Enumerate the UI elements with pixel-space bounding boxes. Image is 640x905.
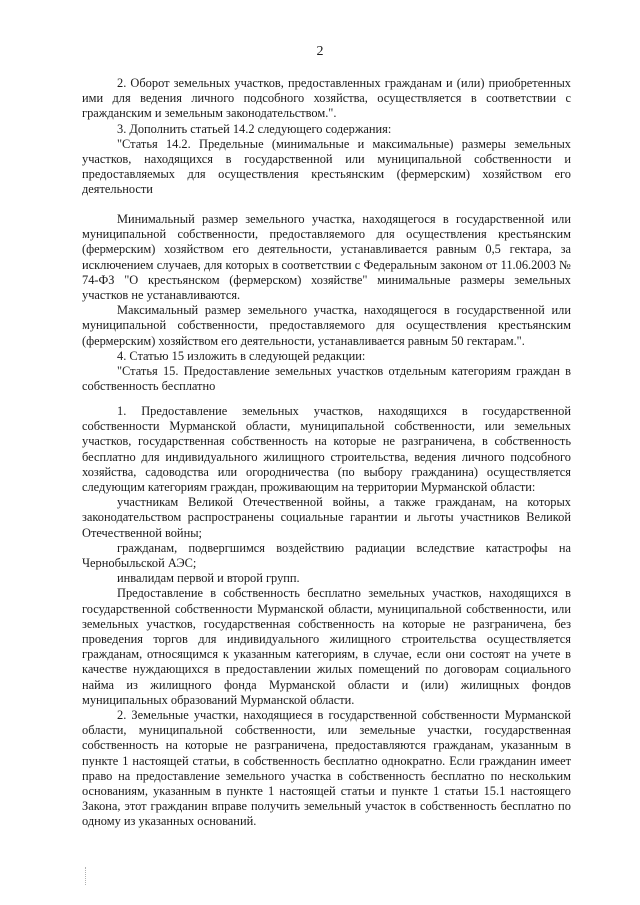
paragraph: 2. Оборот земельных участков, предоставленных гражданам и (или) приобретенных ими для ведения личного подсобного хозяйства, осуществляется в соответствии с гражданским и земельным законодательством.". [82,76,571,121]
paragraph: Минимальный размер земельного участка, находящегося в государственной или муниципальной собственности, предоставляемого для осуществления крестьянским (фермерским) хозяйством его деятельности, устанавливается равным 0,5 гектара, за исключением случаев, для которых в соответствии с Федеральным законом от 11.06.2003 № 74-ФЗ "О крестьянском (фермерском) хозяйстве" минимальные размеры земельных участков не устанавливаются. [82,212,571,303]
paragraph: гражданам, подвергшимся воздействию радиации вследствие катастрофы на Чернобыльской АЭС; [82,540,571,571]
paragraph: Предоставление в собственность бесплатно земельных участков, находящихся в государственной собственности Мурманской области, муниципальной собственности, или земельных участков, государственная собственность на которые не разграничена, без проведения торгов для индивидуального жилищного строительства осуществляется гражданам, относящимся к указанным категориям, в случае, если они состоят на учете в качестве нуждающихся в предоставлении жилых помещений по договорам социального найма из жилищного фонда Мурманской области и (или) жилищных фондов муниципальных образований Мурманской области. [82,586,571,707]
paragraph: Максимальный размер земельного участка, находящегося в государственной или муниципальной собственности, предоставляемого для осуществления крестьянским (фермерским) хозяйством его деятельности, устанавливается равным 50 гектарам.". [82,303,571,348]
text-block-2 [82,212,571,394]
text-block-3 [82,404,571,830]
text-block-1 [82,76,571,198]
paragraph: 2. Земельные участки, находящиеся в государственной собственности Мурманской области, муниципальной собственности, или земельные участки, государственная собственность на которые не разграничена, предоставляются гражданам, указанным в пункте 1 настоящей статьи, в собственность бесплатно однократно. Если гражданин имеет право на предоставление земельного участка в собственность бесплатно по нескольким основаниям, указанным в пункте 1 настоящей статьи и пункте 1 статьи 15.1 настоящего Закона, этот гражданин вправе получить земельный участок в собственность бесплатно по одному из указанных оснований. [82,708,571,829]
paragraph: 4. Статью 15 изложить в следующей редакции: [117,348,366,363]
paragraph: инвалидам первой и второй групп. [117,571,300,586]
paragraph: участникам Великой Отечественной войны, а также гражданам, на которых законодательством распространены социальные гарантии и льготы участников Великой Отечественной войны; [82,495,571,540]
paragraph: 1. Предоставление земельных участков, находящихся в государственной собственности Мурманской области, муниципальной собственности, или земельных участков, государственная собственность на которые не разграничена, в собственность бесплатно для индивидуального жилищного строительства, ведения личного подсобного хозяйства, садоводства или огородничества (по выбору гражданина) осуществляется следующим категориям граждан, проживающим на территории Мурманской области: [82,404,571,495]
page-number: 2 [316,44,324,59]
scan-artifact [85,867,89,885]
paragraph: "Статья 15. Предоставление земельных участков отдельным категориям граждан в собственность бесплатно [82,364,571,394]
paragraph: 3. Дополнить статьей 14.2 следующего содержания: [117,121,392,136]
paragraph: "Статья 14.2. Предельные (минимальные и максимальные) размеры земельных участков, находящихся в государственной или муниципальной собственности и предоставляемых для осуществления крестьянским (фермерским) хозяйством его деятельности [82,136,571,197]
